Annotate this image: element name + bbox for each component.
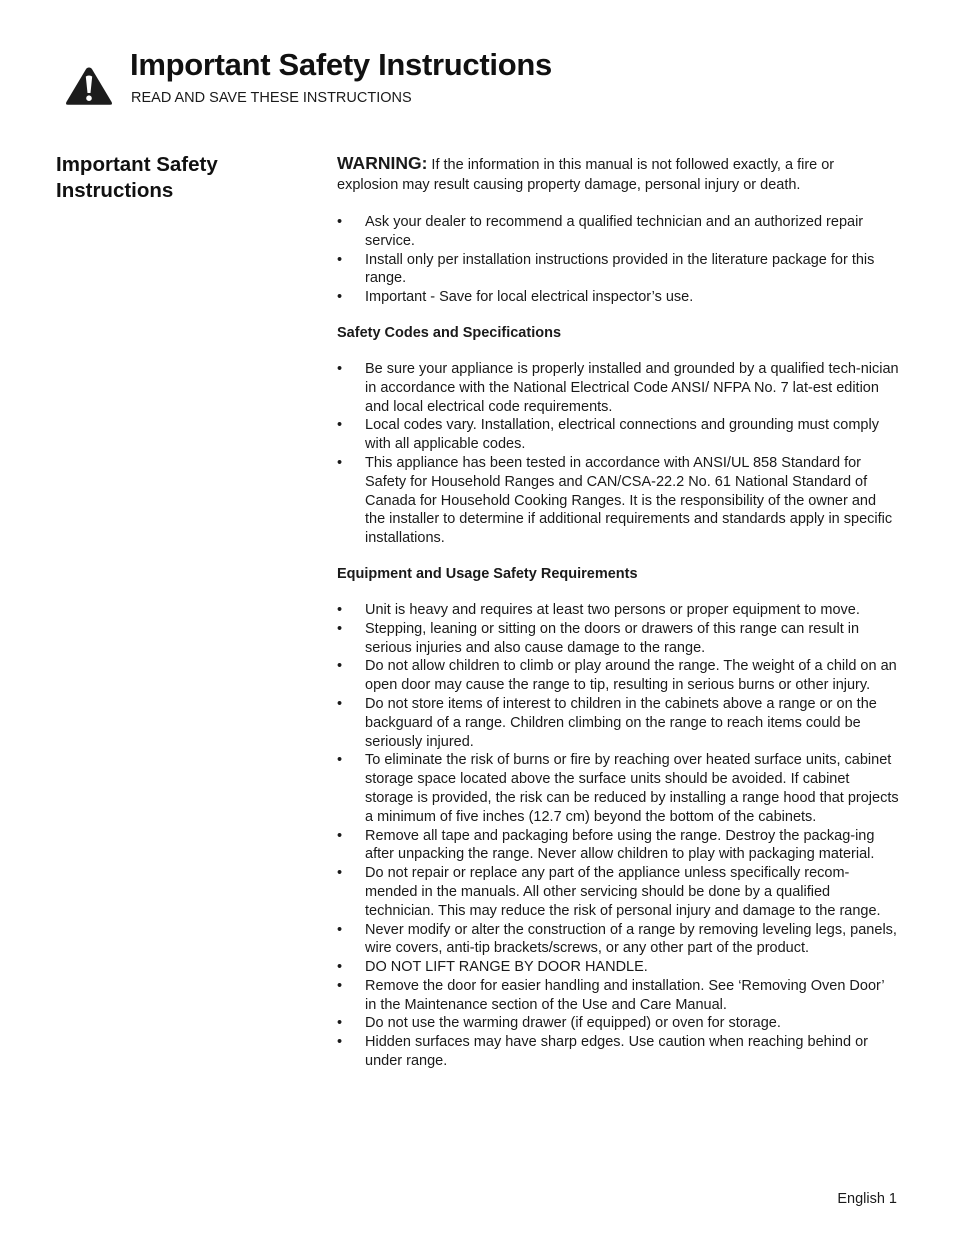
list-item-text: This appliance has been tested in accordance with ANSI/UL 858 Standard for Safety for Household Ranges and CAN/CSA-22.2 No. 61 National Standard of Canada for Household Cooking Ranges. It is the responsibility of the owner and the installer to determine if additional requirements and standards apply in specific installations. <box>365 454 893 547</box>
bullet-icon: • <box>337 921 343 938</box>
list-item-text: Install only per installation instructions provided in the literature package for this range. <box>365 251 875 287</box>
list-item-text: Unit is heavy and requires at least two persons or proper equipment to move. <box>365 601 860 618</box>
list-item-text: Never modify or alter the construction of a range by removing leveling legs, panels, wire covers, anti-tip brackets/screws, or any other part of the product. <box>365 921 897 957</box>
bullet-icon: • <box>337 977 343 994</box>
list-item <box>337 1033 899 1071</box>
main-content <box>337 153 899 1071</box>
safety-codes-heading: Safety Codes and Specifications <box>337 324 562 341</box>
bullet-icon: • <box>337 1015 343 1032</box>
list-item-text: Hidden surfaces may have sharp edges. Use caution when reaching behind or under range. <box>365 1034 868 1070</box>
equipment-heading: Equipment and Usage Safety Requirements <box>337 565 638 582</box>
list-item <box>337 657 899 695</box>
list-item <box>337 958 899 977</box>
page-title: Important Safety Instructions <box>130 47 552 82</box>
list-item <box>337 360 899 416</box>
list-item-text: Important - Save for local electrical inspector’s use. <box>365 289 694 306</box>
list-item-text: Do not repair or replace any part of the appliance unless specifically recom-mended in the manuals. All other servicing should be done by a qualified technician. This may reduce the risk of personal injury and damage to the range. <box>365 865 881 919</box>
list-item-text: Local codes vary. Installation, electrical connections and grounding must comply with all applicable codes. <box>365 417 879 453</box>
list-item <box>337 454 899 548</box>
list-item <box>337 751 899 826</box>
bullet-icon: • <box>337 360 343 377</box>
bullet-icon: • <box>337 251 343 268</box>
warning-label: WARNING: <box>337 153 428 173</box>
equipment-list <box>337 601 899 1071</box>
list-item-text: DO NOT LIFT RANGE BY DOOR HANDLE. <box>365 959 648 976</box>
list-item-text: To eliminate the risk of burns or fire by reaching over heated surface units, cabinet storage space located above the surface units should be avoided. If cabinet storage is provided, the risk can be reduced by installing a range hood that projects a minimum of five inches (12.7 cm) beyond the bottom of the cabinets. <box>365 752 899 825</box>
list-item-text: Do not use the warming drawer (if equipped) or oven for storage. <box>365 1015 781 1032</box>
list-item <box>337 864 899 920</box>
list-item <box>337 1014 899 1033</box>
list-item <box>337 251 899 289</box>
list-item <box>337 288 899 307</box>
warning-paragraph <box>337 153 899 195</box>
list-item <box>337 977 899 1015</box>
intro-list <box>337 213 899 307</box>
bullet-icon: • <box>337 695 343 712</box>
page-subtitle: READ AND SAVE THESE INSTRUCTIONS <box>131 90 412 106</box>
bullet-icon: • <box>337 417 343 434</box>
safety-codes-list <box>337 360 899 548</box>
list-item-text: Ask your dealer to recommend a qualified technician and an authorized repair service. <box>365 214 864 249</box>
warning-triangle-icon <box>64 65 114 107</box>
warning-text: If the information in this manual is not followed exactly, a fire or explosion may result causing property damage, personal injury or death. <box>337 157 835 193</box>
bullet-icon: • <box>337 601 343 618</box>
list-item-text: Do not store items of interest to children in the cabinets above a range or on the backguard of a range. Children climbing on the range to reach items could be seriously injured. <box>365 695 877 750</box>
page-number: English 1 <box>837 1191 897 1207</box>
list-item <box>337 213 899 251</box>
bullet-icon: • <box>337 827 343 844</box>
list-item-text: Do not allow children to climb or play around the range. The weight of a child on an open door may cause the range to tip, resulting in serious burns or other injury. <box>365 658 897 694</box>
bullet-icon: • <box>337 959 343 976</box>
list-item-text: Be sure your appliance is properly installed and grounded by a qualified tech-nician in accordance with the National Electrical Code ANSI/ NFPA No. 7 lat-est edition and local electrical code requirements. <box>365 360 899 415</box>
section-heading: Important Safety Instructions <box>56 153 218 202</box>
list-item <box>337 921 899 959</box>
bullet-icon: • <box>337 454 343 471</box>
list-item <box>337 416 899 454</box>
list-item <box>337 601 899 620</box>
bullet-icon: • <box>337 752 343 769</box>
bullet-icon: • <box>337 214 343 230</box>
list-item-text: Stepping, leaning or sitting on the doors or drawers of this range can result in serious injuries and also cause damage to the range. <box>365 620 860 656</box>
bullet-icon: • <box>337 865 343 882</box>
list-item-text: Remove the door for easier handling and installation. See ‘Removing Oven Door’ in the Maintenance section of the Use and Care Manual. <box>365 977 885 1013</box>
list-item <box>337 695 899 751</box>
bullet-icon: • <box>337 658 343 675</box>
bullet-icon: • <box>337 620 343 637</box>
list-item <box>337 827 899 865</box>
bullet-icon: • <box>337 289 343 306</box>
list-item-text: Remove all tape and packaging before using the range. Destroy the packag-ing after unpacking the range. Never allow children to play with packaging material. <box>365 827 875 863</box>
list-item <box>337 620 899 658</box>
bullet-icon: • <box>337 1034 343 1051</box>
